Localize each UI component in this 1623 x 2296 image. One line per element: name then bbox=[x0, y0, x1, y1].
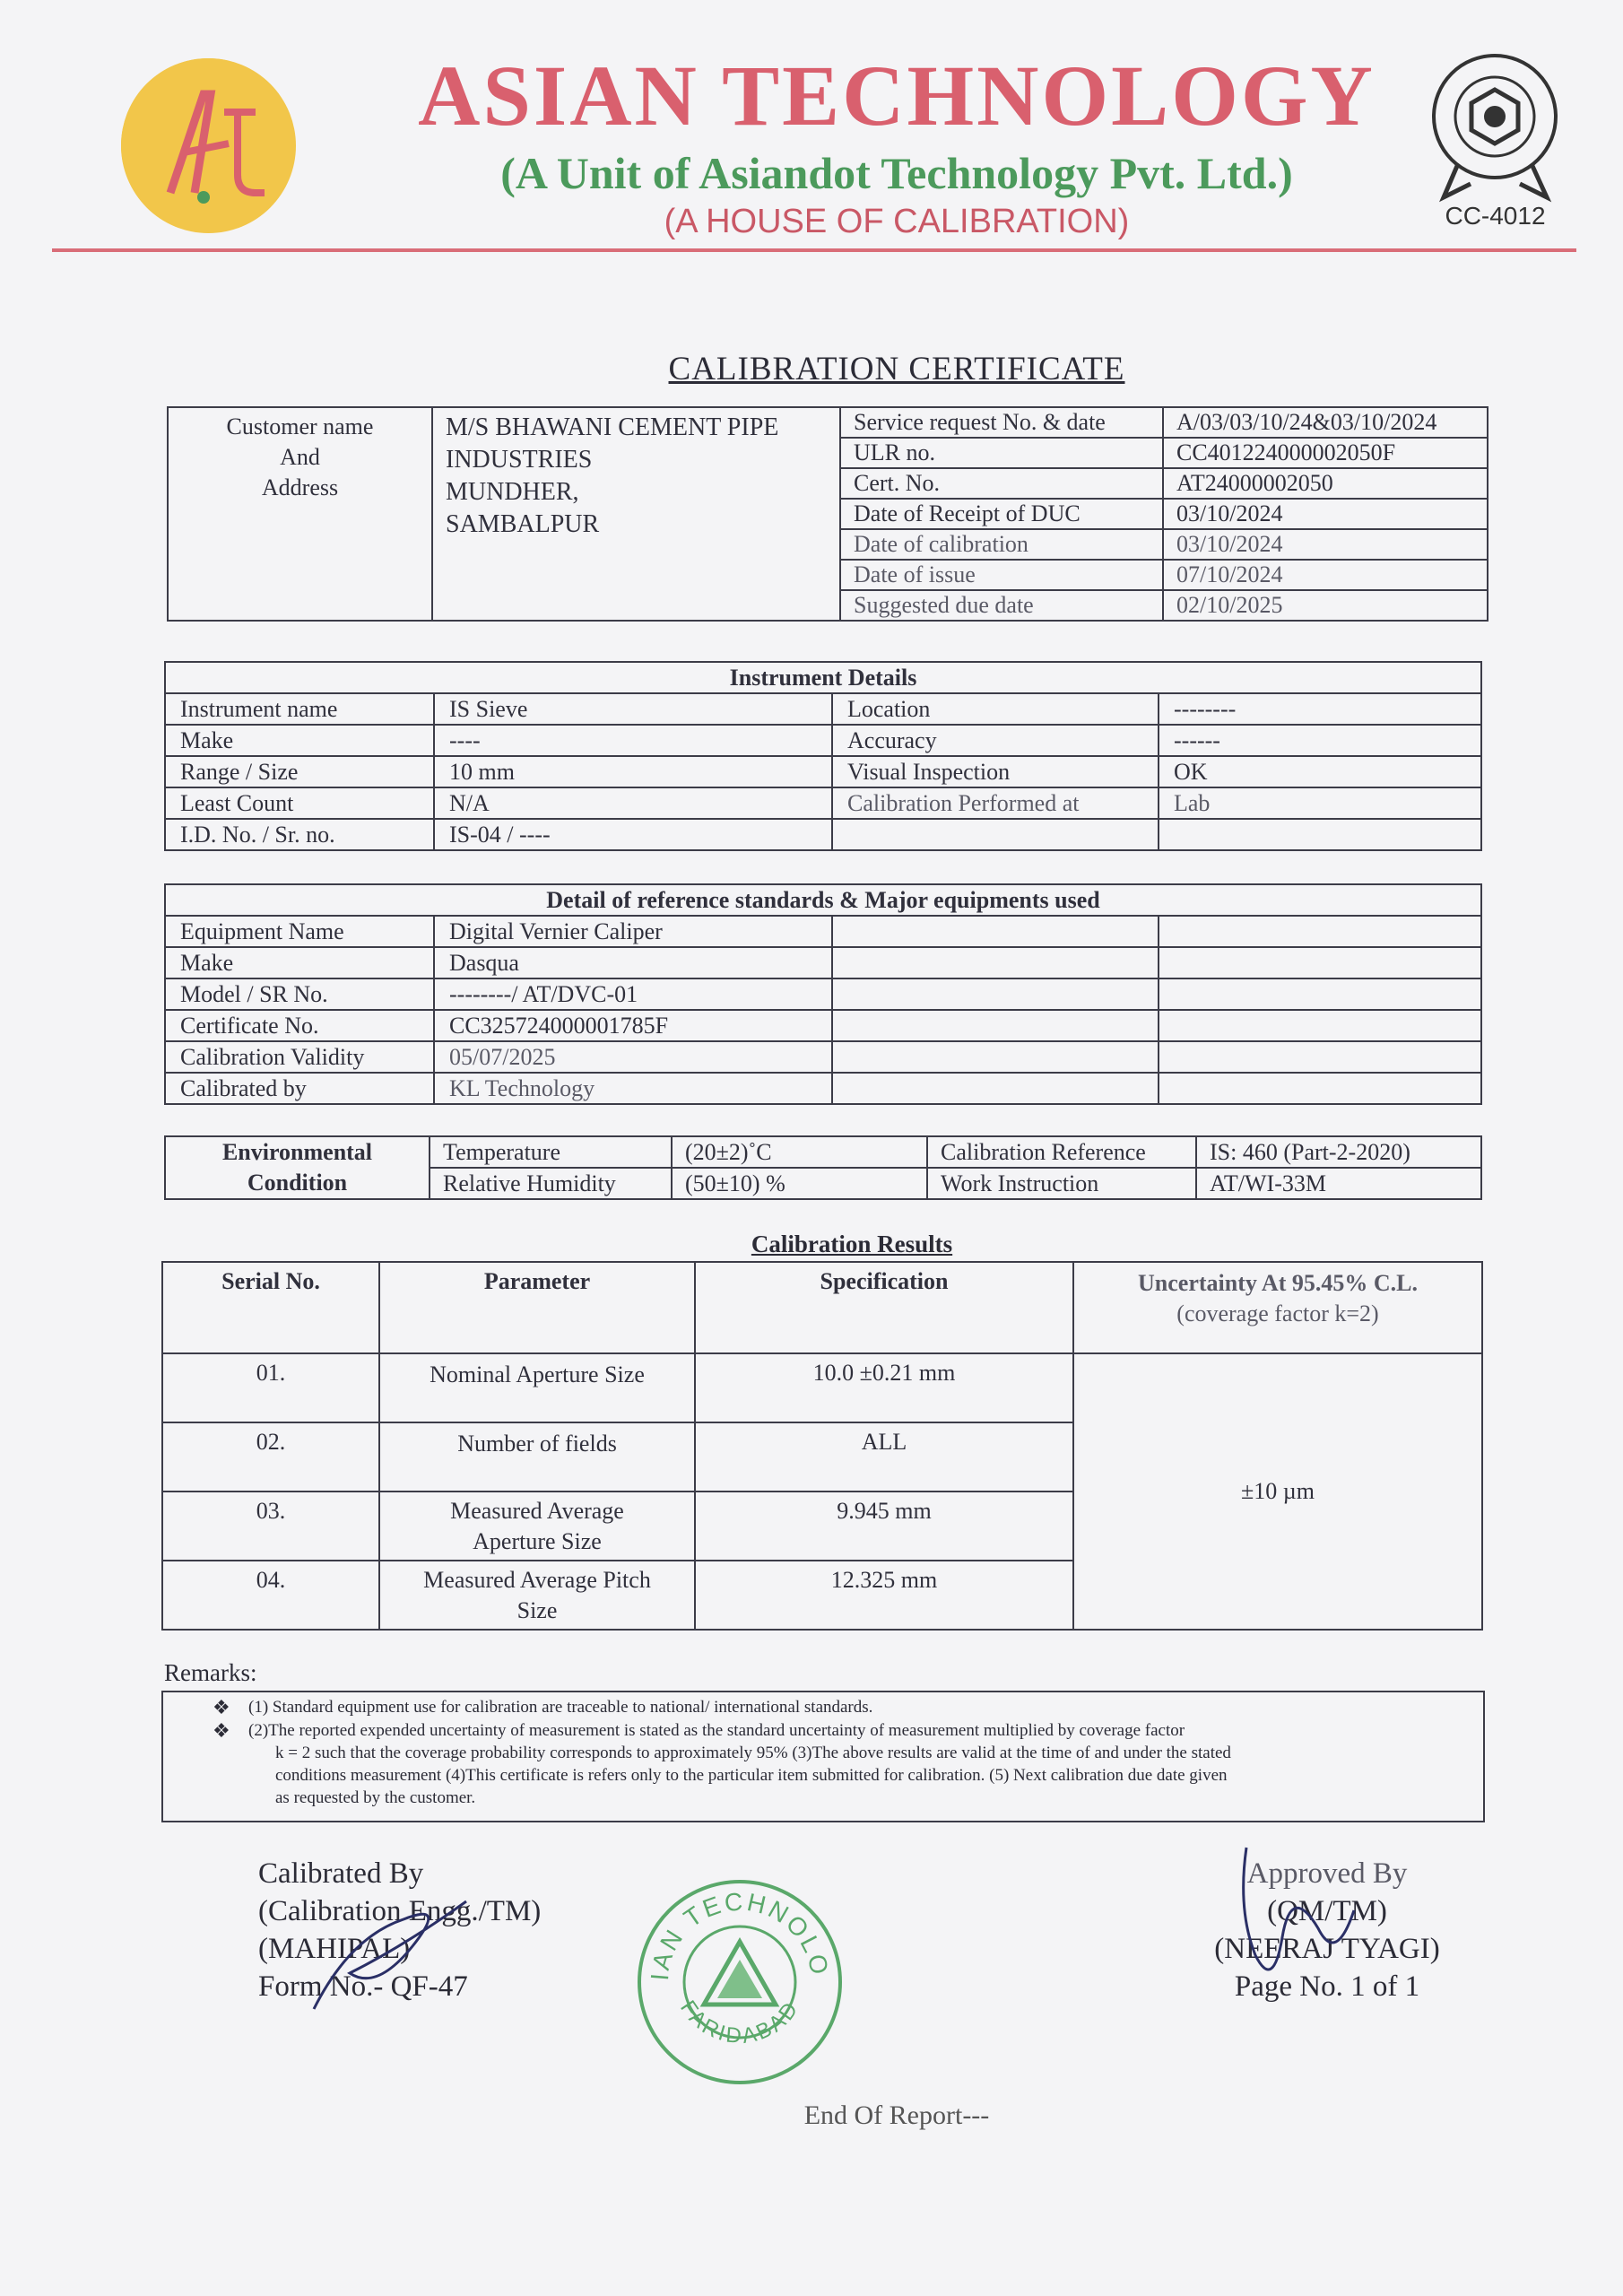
serial-cell: 04. bbox=[162, 1561, 379, 1630]
customer-name-line: M/S BHAWANI CEMENT PIPE bbox=[446, 413, 779, 441]
customer-label: And bbox=[280, 444, 320, 470]
service-label: Date of issue bbox=[840, 560, 1163, 590]
uncertainty-value: ±10 µm bbox=[1073, 1353, 1482, 1630]
parameter-cell bbox=[379, 1422, 695, 1492]
service-value: AT24000002050 bbox=[1163, 468, 1488, 499]
parameter-cell bbox=[379, 1492, 695, 1561]
empty-cell bbox=[832, 916, 1159, 947]
instrument-details-table bbox=[164, 661, 1482, 851]
empty-cell bbox=[832, 947, 1159, 978]
work-instruction-value: AT/WI-33M bbox=[1196, 1168, 1481, 1199]
signature-line: (QM/TM) bbox=[1267, 1895, 1387, 1927]
instrument-value: OK bbox=[1159, 756, 1481, 787]
instrument-value: Lab bbox=[1159, 787, 1481, 819]
service-value: A/03/03/10/24&03/10/2024 bbox=[1163, 407, 1488, 438]
empty-cell bbox=[1159, 978, 1481, 1010]
customer-name-line: INDUSTRIES bbox=[446, 446, 593, 474]
serial-cell: 01. bbox=[162, 1353, 379, 1422]
instrument-label: I.D. No. / Sr. no. bbox=[165, 819, 434, 850]
col-serial-header: Serial No. bbox=[162, 1262, 379, 1353]
signature-line: (Calibration Engg./TM) bbox=[258, 1895, 542, 1927]
specification-cell: 10.0 ±0.21 mm bbox=[695, 1353, 1073, 1422]
remark-text: as requested by the customer. bbox=[275, 1788, 476, 1807]
instrument-value: -------- bbox=[1159, 693, 1481, 725]
accreditation-code: CC-4012 bbox=[1445, 202, 1546, 230]
remark-text: (1) Standard equipment use for calibration are traceable to national/ international standards. bbox=[248, 1698, 873, 1717]
col-uncertainty-header bbox=[1073, 1262, 1482, 1353]
bullet-icon: ❖ bbox=[213, 1696, 230, 1718]
signature-line: Form No.- QF-47 bbox=[258, 1970, 468, 2003]
calibration-reference-label: Calibration Reference bbox=[927, 1136, 1196, 1168]
service-label: Suggested due date bbox=[840, 590, 1163, 621]
handwritten-signature-left bbox=[296, 1883, 475, 2018]
reference-label: Certificate No. bbox=[165, 1010, 434, 1041]
bullet-icon: ❖ bbox=[213, 1719, 230, 1742]
reference-value: 05/07/2025 bbox=[434, 1041, 832, 1073]
specification-cell: ALL bbox=[695, 1422, 1073, 1492]
service-value: 07/10/2024 bbox=[1163, 560, 1488, 590]
empty-cell bbox=[1159, 916, 1481, 947]
certificate-title: CALIBRATION CERTIFICATE bbox=[668, 351, 1125, 387]
environment-table bbox=[164, 1135, 1482, 1200]
reference-label: Model / SR No. bbox=[165, 978, 434, 1010]
remark-item bbox=[213, 1696, 873, 1718]
instrument-value: IS Sieve bbox=[434, 693, 832, 725]
instrument-label: Make bbox=[165, 725, 434, 756]
reference-value: Digital Vernier Caliper bbox=[434, 916, 832, 947]
stamp-bottom-text: FARIDABAD bbox=[675, 1996, 804, 2049]
serial-cell: 03. bbox=[162, 1492, 379, 1561]
company-unit: (A Unit of Asiandot Technology Pvt. Ltd.) bbox=[500, 148, 1293, 198]
instrument-label: Range / Size bbox=[165, 756, 434, 787]
company-stamp bbox=[632, 1874, 847, 2090]
customer-label: Address bbox=[261, 474, 339, 500]
environment-label: Condition bbox=[247, 1170, 348, 1196]
service-label: Date of Receipt of DUC bbox=[840, 499, 1163, 529]
service-label: Service request No. & date bbox=[840, 407, 1163, 438]
service-value: CC401224000002050F bbox=[1163, 438, 1488, 468]
signature-line: Calibrated By bbox=[258, 1857, 424, 1890]
signature-line: Page No. 1 of 1 bbox=[1234, 1970, 1420, 2003]
customer-name-cell bbox=[432, 407, 840, 621]
remarks-label: Remarks: bbox=[164, 1659, 257, 1686]
reference-value: KL Technology bbox=[434, 1073, 832, 1104]
reference-label: Make bbox=[165, 947, 434, 978]
signature-line: (NEERAJ TYAGI) bbox=[1214, 1933, 1440, 1965]
specification-cell: 12.325 mm bbox=[695, 1561, 1073, 1630]
specification-cell: 9.945 mm bbox=[695, 1492, 1073, 1561]
customer-label: Customer name bbox=[226, 413, 374, 439]
table-row bbox=[162, 1353, 1482, 1422]
uncertainty-header-line: (coverage factor k=2) bbox=[1176, 1300, 1379, 1326]
environment-label: Environmental bbox=[221, 1139, 373, 1165]
instrument-label: Calibration Performed at bbox=[832, 787, 1159, 819]
company-name: ASIAN TECHNOLOGY bbox=[418, 48, 1376, 144]
reference-value: CC325724000001785F bbox=[434, 1010, 832, 1041]
results-heading: Calibration Results bbox=[751, 1231, 953, 1257]
instrument-details-heading: Instrument Details bbox=[165, 662, 1481, 693]
temperature-value: (20±2)˚C bbox=[672, 1136, 927, 1168]
instrument-label bbox=[832, 819, 1159, 850]
parameter-line: Aperture Size bbox=[473, 1528, 602, 1554]
humidity-value: (50±10) % bbox=[672, 1168, 927, 1199]
col-specification-header: Specification bbox=[695, 1262, 1073, 1353]
customer-name-line: SAMBALPUR bbox=[446, 510, 600, 538]
reference-value: Dasqua bbox=[434, 947, 832, 978]
header-divider bbox=[52, 248, 1576, 252]
instrument-label: Visual Inspection bbox=[832, 756, 1159, 787]
stamp-top-text: IAN TECHNOLO bbox=[645, 1887, 835, 1982]
customer-name-line: MUNDHER, bbox=[446, 478, 579, 506]
reference-label: Calibration Validity bbox=[165, 1041, 434, 1073]
empty-cell bbox=[832, 1073, 1159, 1104]
instrument-label: Least Count bbox=[165, 787, 434, 819]
empty-cell bbox=[832, 978, 1159, 1010]
instrument-label: Instrument name bbox=[165, 693, 434, 725]
instrument-value: N/A bbox=[434, 787, 832, 819]
remark-text: k = 2 such that the coverage probability corresponds to approximately 95% (3)The above results are valid at the time of and under the stated bbox=[275, 1744, 1231, 1762]
reference-heading: Detail of reference standards & Major equipments used bbox=[165, 884, 1481, 916]
work-instruction-label: Work Instruction bbox=[927, 1168, 1196, 1199]
environment-label-cell bbox=[165, 1136, 430, 1199]
uncertainty-header-line: Uncertainty At 95.45% C.L. bbox=[1138, 1270, 1418, 1296]
empty-cell bbox=[1159, 1010, 1481, 1041]
instrument-label: Accuracy bbox=[832, 725, 1159, 756]
parameter-cell bbox=[379, 1561, 695, 1630]
parameter-line: Nominal Aperture Size bbox=[430, 1361, 645, 1387]
instrument-value: 10 mm bbox=[434, 756, 832, 787]
service-label: Date of calibration bbox=[840, 529, 1163, 560]
calibration-results-table bbox=[161, 1261, 1483, 1631]
parameter-line: Measured Average bbox=[450, 1498, 624, 1524]
company-tagline: (A HOUSE OF CALIBRATION) bbox=[664, 203, 1130, 240]
temperature-label: Temperature bbox=[430, 1136, 672, 1168]
instrument-value: IS-04 / ---- bbox=[434, 819, 832, 850]
parameter-line: Number of fields bbox=[457, 1431, 617, 1457]
parameter-line: Measured Average Pitch bbox=[423, 1567, 651, 1593]
customer-service-table bbox=[167, 406, 1488, 622]
empty-cell bbox=[1159, 1041, 1481, 1073]
service-label: Cert. No. bbox=[840, 468, 1163, 499]
end-of-report: End Of Report--- bbox=[803, 2100, 990, 2130]
instrument-value: ---- bbox=[434, 725, 832, 756]
reference-standards-table bbox=[164, 883, 1482, 1105]
signature-line: (MAHIPAL) bbox=[258, 1933, 411, 1965]
empty-cell bbox=[1159, 1073, 1481, 1104]
reference-label: Equipment Name bbox=[165, 916, 434, 947]
calibration-reference-value: IS: 460 (Part-2-2020) bbox=[1196, 1136, 1481, 1168]
service-value: 03/10/2024 bbox=[1163, 499, 1488, 529]
parameter-cell bbox=[379, 1353, 695, 1422]
empty-cell bbox=[1159, 947, 1481, 978]
remark-text: conditions measurement (4)This certificate is refers only to the particular item submitted for calibration. (5) Next calibration due date given bbox=[275, 1766, 1228, 1785]
humidity-label: Relative Humidity bbox=[430, 1168, 672, 1199]
empty-cell bbox=[832, 1041, 1159, 1073]
instrument-value bbox=[1159, 819, 1481, 850]
instrument-value: ------ bbox=[1159, 725, 1481, 756]
signature-line: Approved By bbox=[1246, 1857, 1408, 1890]
customer-label-cell bbox=[168, 407, 432, 621]
col-parameter-header: Parameter bbox=[379, 1262, 695, 1353]
parameter-line: Size bbox=[516, 1597, 558, 1623]
remarks-box bbox=[161, 1691, 1485, 1822]
instrument-label: Location bbox=[832, 693, 1159, 725]
serial-cell: 02. bbox=[162, 1422, 379, 1492]
empty-cell bbox=[832, 1010, 1159, 1041]
handwritten-signature-right bbox=[1219, 1830, 1381, 2009]
remark-item bbox=[213, 1719, 1477, 1809]
company-logo bbox=[121, 58, 296, 233]
accreditation-seal bbox=[1421, 49, 1569, 206]
reference-value: --------/ AT/DVC-01 bbox=[434, 978, 832, 1010]
service-label: ULR no. bbox=[840, 438, 1163, 468]
reference-label: Calibrated by bbox=[165, 1073, 434, 1104]
service-value: 02/10/2025 bbox=[1163, 590, 1488, 621]
remark-text: (2)The reported expended uncertainty of measurement is stated as the standard uncertainty of measurement multiplied by coverage factor bbox=[248, 1721, 1185, 1740]
service-value: 03/10/2024 bbox=[1163, 529, 1488, 560]
